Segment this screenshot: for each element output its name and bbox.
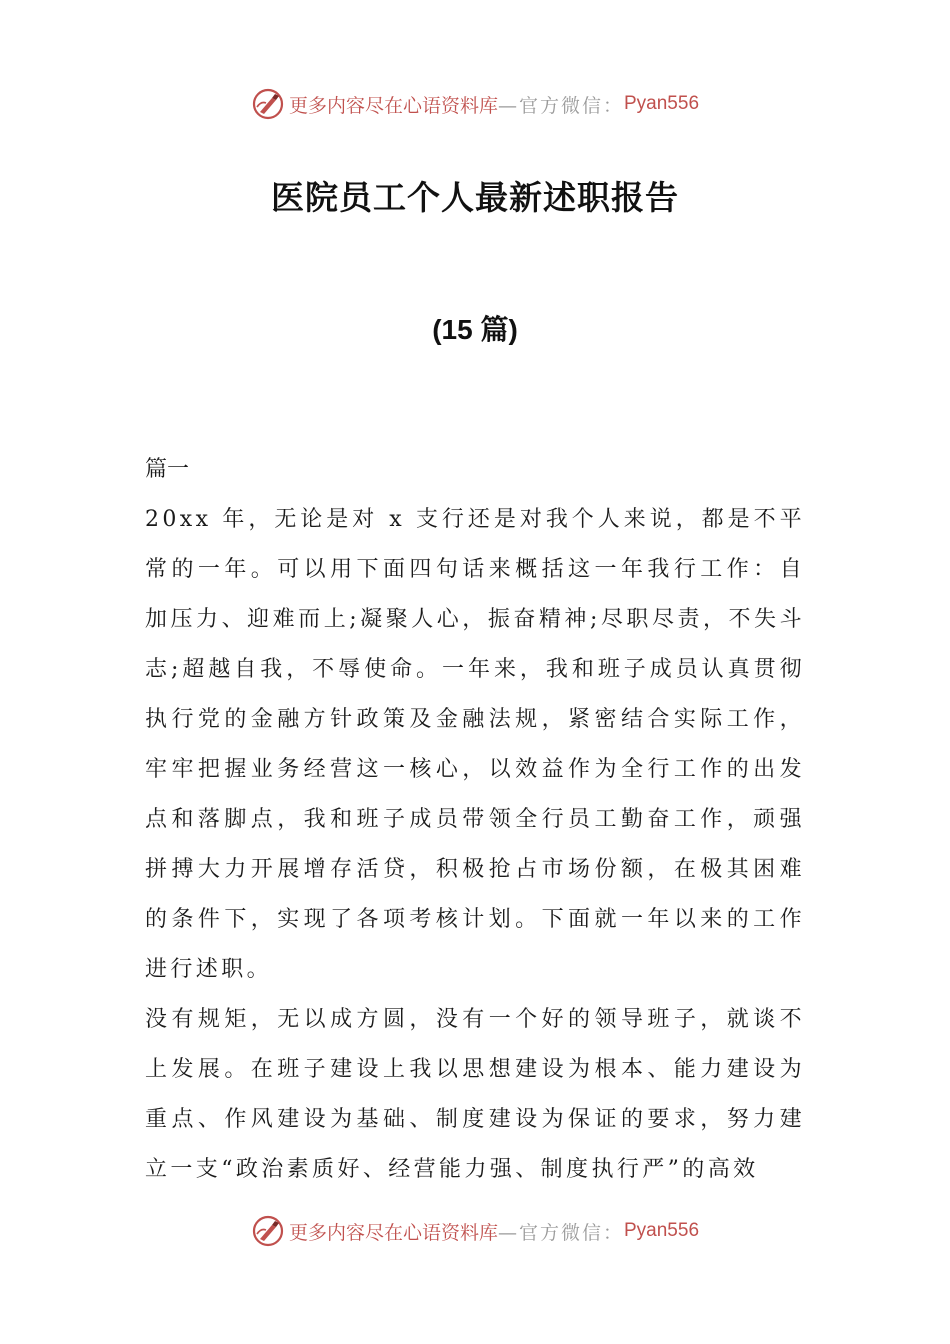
pen-circle-logo-icon (251, 87, 285, 121)
banner-wechat-id: Pyan556 (624, 93, 700, 114)
banner-text (289, 1218, 699, 1245)
banner-wechat-label: —官方微信： (497, 1221, 624, 1244)
banner-wechat-label: —官方微信： (497, 94, 624, 117)
body-paragraph-2: 没有规矩，无以成方圆，没有一个好的领导班子，就谈不上发展。在班子建设上我以思想建设为根本、能力建设为重点、作风建设为基础、制度建设为保证的要求，努力建立一支“政治素质好、经营能力强、制度执行严”的高效 (145, 1007, 805, 1182)
banner-wechat-id: Pyan556 (624, 1220, 700, 1241)
document-body (145, 445, 805, 1195)
section-label: 篇一 (145, 457, 190, 482)
document-title: 医院员工个人最新述职报告 (271, 178, 679, 217)
header-watermark-banner (0, 84, 950, 124)
banner-site-name: 更多内容尽在心语资料库 (288, 1221, 498, 1244)
document-subtitle: (15 篇) (432, 314, 518, 345)
footer-watermark-banner (0, 1211, 950, 1251)
body-paragraph-1: 20xx 年，无论是对 x 支行还是对我个人来说，都是不平常的一年。可以用下面四句话来概括这一年我行工作：自加压力、迎难而上;凝聚人心，振奋精神;尽职尽责，不失斗志;超越自我，不辱使命。一年来，我和班子成员认真贯彻执行党的金融方针政策及金融法规，紧密结合实际工作，牢牢把握业务经营这一核心，以效益作为全行工作的出发点和落脚点，我和班子成员带领全行员工勤奋工作，顽强拼搏大力开展增存活贷，积极抢占市场份额，在极其困难的条件下，实现了各项考核计划。下面就一年以来的工作进行述职。 (145, 507, 805, 982)
pen-circle-logo-icon (251, 1214, 285, 1248)
banner-text (289, 91, 699, 118)
banner-site-name: 更多内容尽在心语资料库 (288, 94, 498, 117)
